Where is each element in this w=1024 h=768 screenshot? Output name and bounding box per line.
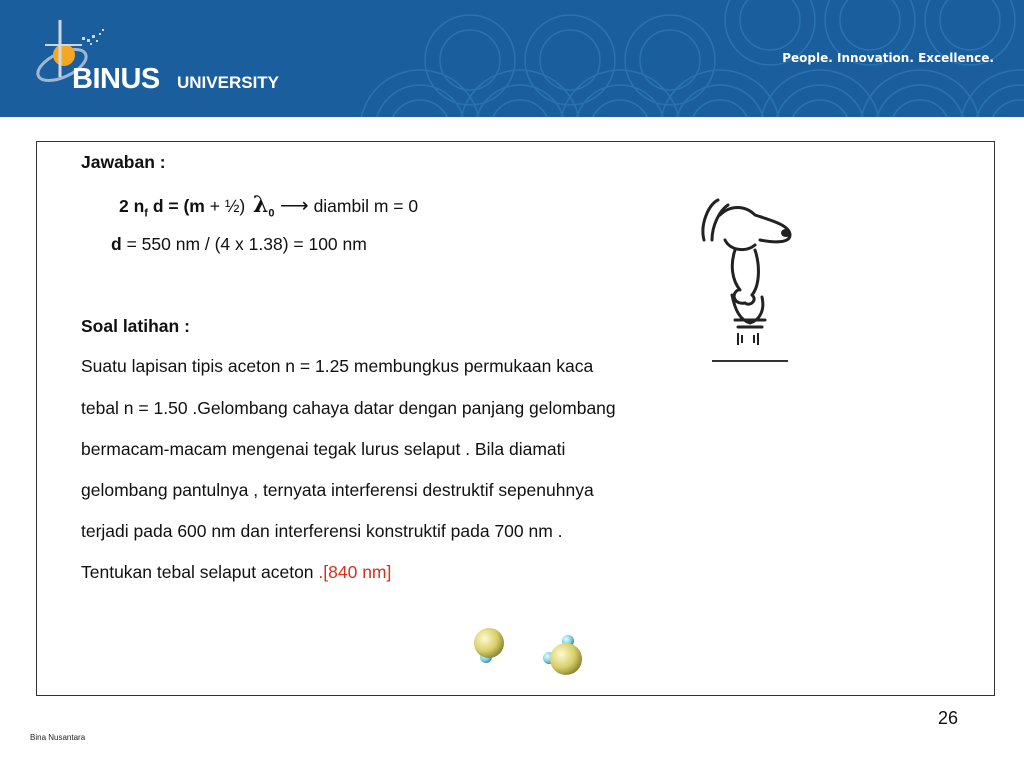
molecule-icon: [468, 623, 588, 683]
formula-sub-0: 0: [268, 207, 275, 220]
answer-hint: .[840 nm]: [318, 562, 392, 582]
answer-label: Jawaban :: [81, 152, 166, 172]
formula-condition: diambil m = 0: [308, 196, 419, 216]
dancing-dog-illustration: [690, 195, 800, 370]
page-number: 26: [938, 708, 959, 728]
result-line: [111, 234, 367, 255]
footer-text: Bina Nusantara: [30, 733, 86, 742]
tagline: People. Innovation. Excellence.: [782, 51, 994, 65]
exercise-line-6: [81, 562, 391, 583]
logo-university-text: UNIVERSITY: [177, 73, 280, 92]
exercise-line-3: bermacam-macam mengenai tegak lurus selaput . Bila diamati: [81, 439, 566, 459]
formula-d: d: [147, 196, 164, 216]
formula-sub-f: f: [144, 207, 148, 220]
exercise-line-4: gelombang pantulnya , ternyata interferensi destruktif sepenuhnya: [81, 480, 594, 500]
result-expr: = 550 nm / (4 x 1.38) = 100 nm: [121, 234, 367, 254]
result-d: d: [111, 234, 122, 254]
formula-half: + ½): [204, 196, 246, 216]
header-banner: [0, 0, 1024, 117]
arrow-icon: ⟶: [274, 195, 309, 217]
exercise-line-1: Suatu lapisan tipis aceton n = 1.25 membungkus permukaan kaca: [81, 356, 594, 376]
logo-binus-text: BINUS: [72, 63, 160, 95]
formula-eq: = (m: [163, 196, 205, 216]
formula-coef: 2 n: [119, 196, 145, 216]
exercise-label: Soal latihan :: [81, 316, 190, 336]
last-line-text: Tentukan tebal selaput aceton: [81, 562, 319, 582]
formula-line: [119, 192, 418, 220]
exercise-line-5: terjadi pada 600 nm dan interferensi konstruktif pada 700 nm .: [81, 521, 563, 541]
exercise-line-2: tebal n = 1.50 .Gelombang cahaya datar dengan panjang gelombang: [81, 398, 616, 418]
formula-lambda: λ: [245, 192, 269, 218]
